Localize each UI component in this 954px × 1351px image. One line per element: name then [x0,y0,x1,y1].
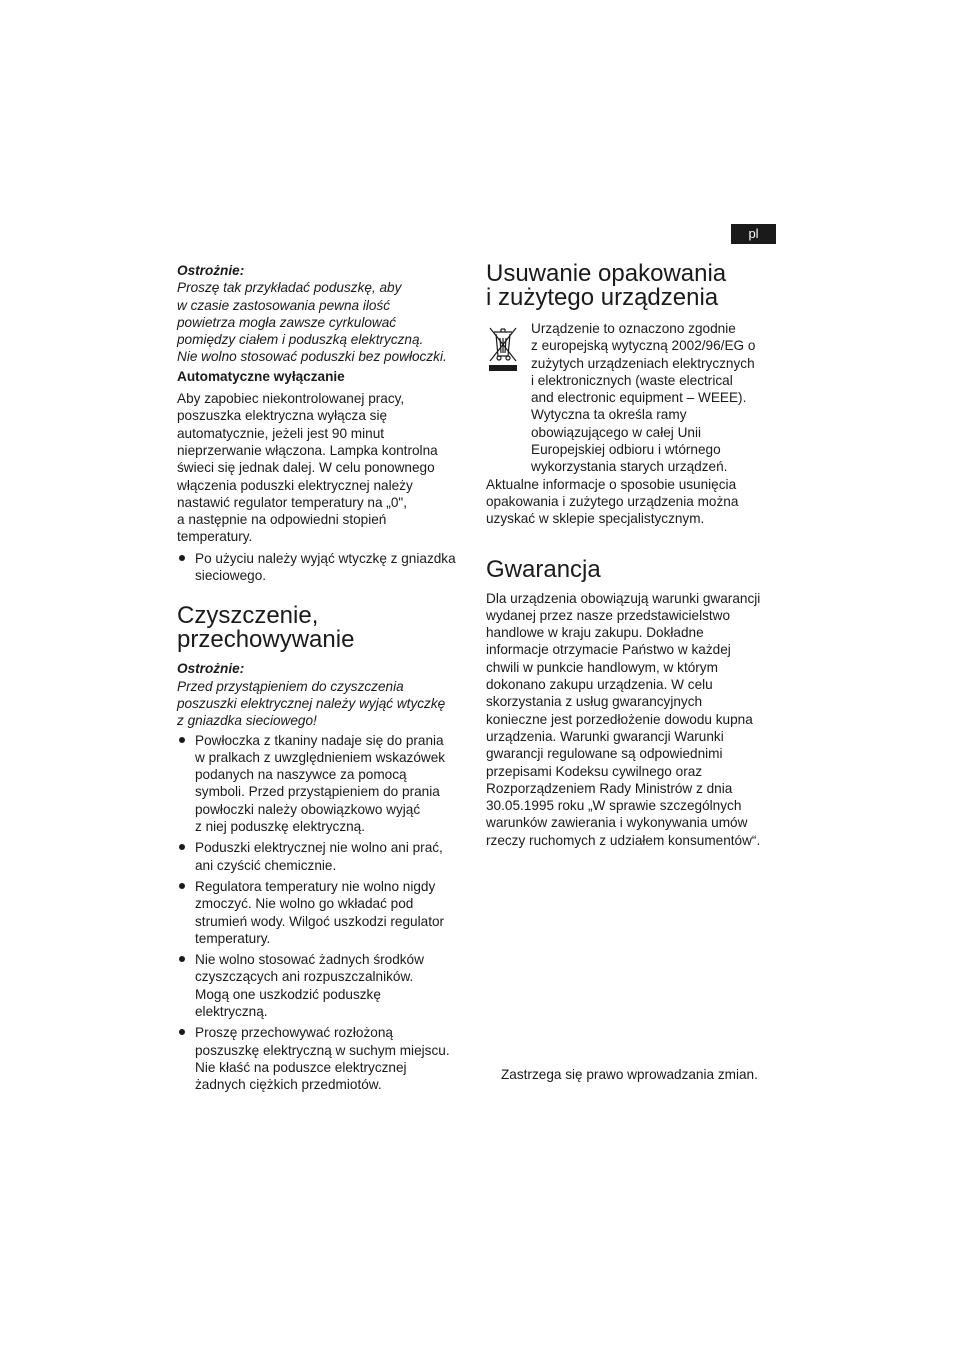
crossed-bin-icon [486,324,522,374]
caution-text: Przed przystąpieniem do czyszczenia poszuszki elektrycznej należy wyjąć wtyczkę z gniazdka sieciowego! [177,678,446,729]
caution-title: Ostrożnie: [177,263,245,278]
left-column [177,262,472,1093]
list-item: Powłoczka z tkaniny nadaje się do prania w pralkach z uwzględnieniem wskazówek podanych na naszywce za pomocą symboli. Przed przystąpieniem do prania powłoczki należy obowiązkowo wyjąć z niej poduszkę elektryczną. [177,732,472,836]
warranty-text: Dla urządzenia obowiązują warunki gwarancji wydanej przez nasze przedstawicielstwo handlowe w kraju zakupu. Dokładne informacje otrzymacie Państwo w każdej chwili w punkcie handlowym, w którym dokonano zakupu urządzenia. W celu skorzystania z usług gwarancyjnych konieczne jest porzedłożenie dowodu kupna urządzenia. Warunki gwarancji Warunki gwarancji regulowane są odpowiednimi przepisami Kodeksu cywilnego oraz Rozporządzeniem Rady Ministrów z dnia 30.05.1995 roku „W sprawie szczególnych warunków zawierania i wykonywania umów rzeczy ruchomych z udziałem konsumentów“. [486,590,761,848]
cleaning-heading: Czyszczenie, przechowywanie [177,602,355,654]
disposal-heading: Usuwanie opakowania i zużytego urządzenia [486,260,727,311]
disposal-info: Aktualne informacje o sposobie usunięcia opakowania i zużytego urządzenia można uzyskać w sklepie specjalistycznym. [486,476,739,527]
language-tag: pl [731,224,776,244]
auto-off-list [177,550,472,585]
weee-text: Urządzenie to oznaczono zgodnie z europejską wytyczną 2002/96/EG o zużytych urządzeniach elektrycznych i elektronicznych (waste electrical and electronic equipment – WEEE). Wytyczna ta określa ramy obowiązującego w całej Unii Europejskiej odbioru i wtórnego wykorzystania starych urządzeń. [531,321,756,475]
warranty-heading: Gwarancja [486,555,601,583]
footer-note: Zastrzega się prawo wprowadzania zmian. [501,1067,758,1082]
auto-off-text: Aby zapobiec niekontrolowanej pracy, poszuszka elektryczna wyłącza się automatycznie, jeżeli jest 90 minut nieprzerwanie włączona. Lampka kontrolna świeci się jednak dalej. W celu ponownego włączenia poduszki elektrycznej należy nastawić regulator temperatury na „0", a następnie na odpowiedni stopień temperatury. [177,391,438,545]
weee-block [486,320,781,476]
right-column [486,262,781,849]
list-item: Nie wolno stosować żadnych środków czyszczących ani rozpuszczalników. Mogą one uszkodzić poduszkę elektryczną. [177,951,472,1020]
caution-title: Ostrożnie: [177,661,245,677]
list-item: Regulatora temperatury nie wolno nigdy zmoczyć. Nie wolno go wkładać pod strumień wody. Wilgoć uszkodzi regulator temperatury. [177,878,472,947]
auto-off-heading: Automatyczne wyłączanie [177,368,345,384]
list-item: Proszę przechowywać rozłożoną poszuszkę elektryczną w suchym miejscu. Nie kłaść na poduszce elektrycznej żadnych ciężkich przedmiotów. [177,1024,472,1093]
cleaning-list [177,732,472,1094]
list-item: Poduszki elektrycznej nie wolno ani prać, ani czyścić chemicznie. [177,839,472,874]
list-item: Po użyciu należy wyjąć wtyczkę z gniazdka sieciowego. [177,550,472,585]
caution-text: Proszę tak przykładać poduszkę, aby w czasie zastosowania pewna ilość powietrza mogła zawsze cyrkulować pomiędzy ciałem i poduszką elektryczną. Nie wolno stosować poduszki bez powłoczki. [177,280,447,365]
